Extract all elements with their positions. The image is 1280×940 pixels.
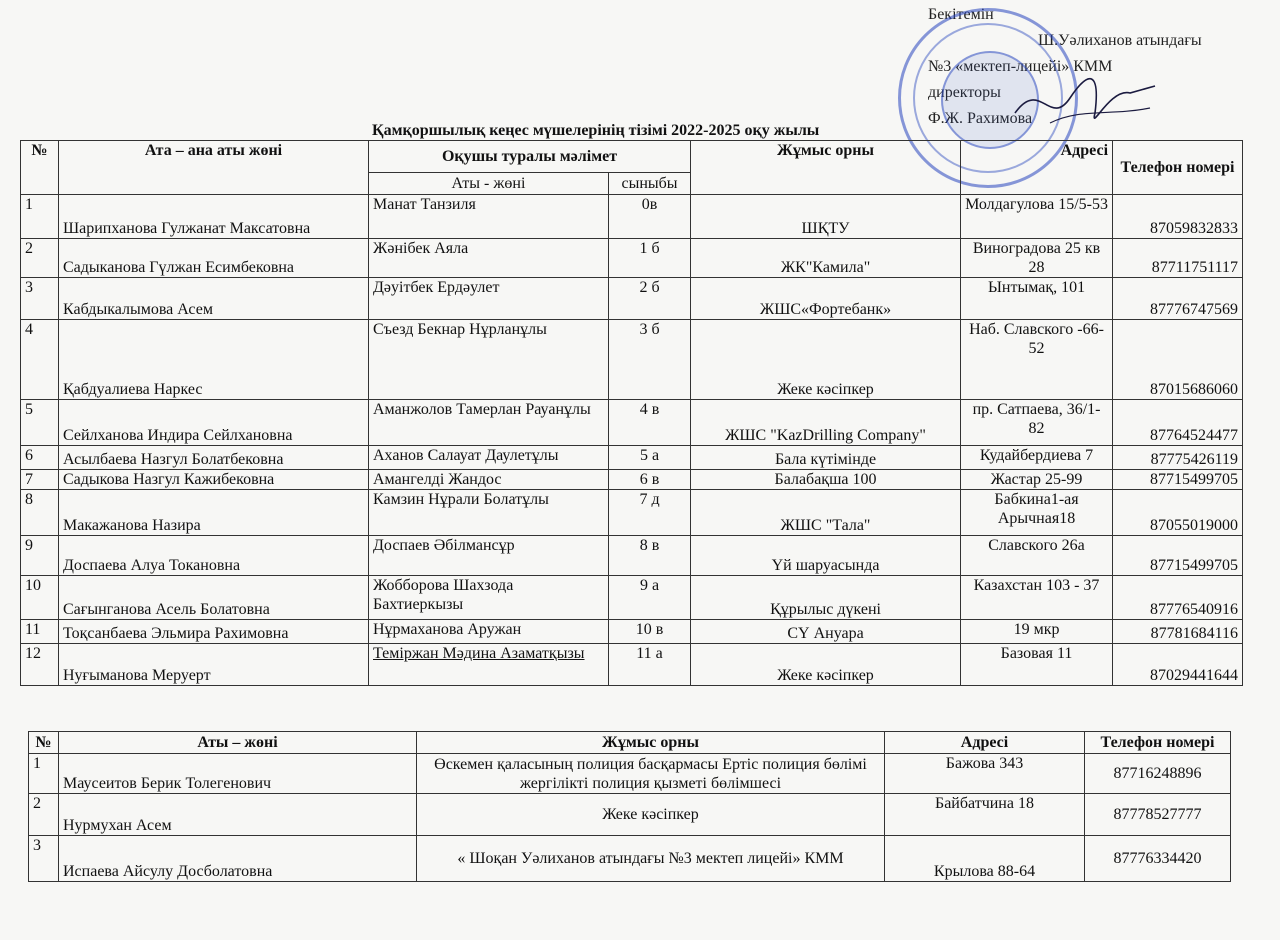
student-name: Доспаев Әбілмансұр [369,536,609,576]
table-row [21,620,1243,644]
student-name: Нұрмаханова Аружан [369,620,609,644]
student-name: Аманжолов Тамерлан Рауанұлы [369,400,609,446]
student-grade: 7 д [609,490,691,536]
row-number: 12 [21,644,59,686]
work-place: ЖШС«Фортебанк» [691,278,961,320]
phone-number: 87015686060 [1113,320,1243,400]
table-row [21,446,1243,470]
address: Бабкина1-ая Арычная18 [961,490,1113,536]
row-number: 6 [21,446,59,470]
row-number: 3 [29,836,59,882]
student-name: Жәнібек Аяла [369,239,609,278]
table-row [29,754,1231,794]
student-grade: 1 б [609,239,691,278]
student-name: Камзин Нұрали Болатұлы [369,490,609,536]
parent-name: Садыкова Назгул Кажибековна [59,470,369,490]
student-name: Дәуітбек Ердәулет [369,278,609,320]
approval-line: Ф.Ж. Рахимова [928,110,1033,127]
member-name: Маусеитов Берик Толегенович [59,754,417,794]
address: Ынтымақ, 101 [961,278,1113,320]
table-row [21,470,1243,490]
header-address: Адресі [885,732,1085,754]
phone-number: 87711751117 [1113,239,1243,278]
parent-name: Садыканова Гүлжан Есимбековна [59,239,369,278]
header-work: Жұмыс орны [691,141,961,195]
table-row [21,576,1243,620]
work-place: Үй шаруасында [691,536,961,576]
student-grade: 4 в [609,400,691,446]
student-name: Манат Танзиля [369,195,609,239]
header-no: № [21,141,59,195]
student-grade: 10 в [609,620,691,644]
approval-line: №3 «мектеп-лицейі» КММ [928,58,1113,75]
work-place: ЖШС "Тала" [691,490,961,536]
work-place: ШҚТУ [691,195,961,239]
row-number: 3 [21,278,59,320]
work-place: « Шоқан Уәлиханов атындағы №3 мектеп лицейі» КММ [417,836,885,882]
address: пр. Сатпаева, 36/1-82 [961,400,1113,446]
row-number: 4 [21,320,59,400]
student-grade: 11 а [609,644,691,686]
table-row [21,239,1243,278]
approval-line: директоры [928,84,1001,101]
row-number: 9 [21,536,59,576]
student-grade: 0в [609,195,691,239]
header-grade: сыныбы [609,173,691,195]
row-number: 7 [21,470,59,490]
work-place: СҮ Ануара [691,620,961,644]
phone-number: 87059832833 [1113,195,1243,239]
row-number: 2 [29,794,59,836]
phone-number: 87781684116 [1113,620,1243,644]
parents-table [20,140,1243,686]
phone-number: 87778527777 [1085,794,1231,836]
phone-number: 87776540916 [1113,576,1243,620]
work-place: Құрылыс дүкені [691,576,961,620]
parent-name: Асылбаева Назгул Болатбековна [59,446,369,470]
parent-name: Сағынганова Асель Болатовна [59,576,369,620]
parent-name: Сейлханова Индира Сейлхановна [59,400,369,446]
parent-name: Нуғыманова Меруерт [59,644,369,686]
parent-name: Тоқсанбаева Эльмира Рахимовна [59,620,369,644]
address: Жастар 25-99 [961,470,1113,490]
student-name: Жобборова Шахзода Бахтиеркызы [369,576,609,620]
student-grade: 8 в [609,536,691,576]
table-row [21,400,1243,446]
approval-line: Ш.Уәлиханов атындағы [1038,32,1202,49]
student-grade: 9 а [609,576,691,620]
approval-block [928,2,1268,132]
address: Кудайбердиева 7 [961,446,1113,470]
student-name: Аханов Салауат Даулетұлы [369,446,609,470]
phone-number: 87055019000 [1113,490,1243,536]
parent-name: Доспаева Алуа Токановна [59,536,369,576]
student-grade: 6 в [609,470,691,490]
address: Бажова 343 [885,754,1085,794]
phone-number: 87716248896 [1085,754,1231,794]
phone-number: 87776334420 [1085,836,1231,882]
members-table [28,731,1231,882]
student-name: Теміржан Мәдина Азаматқызы [369,644,609,686]
row-number: 5 [21,400,59,446]
student-grade: 2 б [609,278,691,320]
address: Казахстан 103 - 37 [961,576,1113,620]
student-grade: 5 а [609,446,691,470]
phone-number: 87715499705 [1113,470,1243,490]
row-number: 11 [21,620,59,644]
header-work: Жұмыс орны [417,732,885,754]
parent-name: Қабдуалиева Наркес [59,320,369,400]
row-number: 1 [29,754,59,794]
work-place: Жеке кәсіпкер [691,320,961,400]
table-row [21,644,1243,686]
table-row [29,794,1231,836]
row-number: 8 [21,490,59,536]
row-number: 2 [21,239,59,278]
work-place: Жеке кәсіпкер [417,794,885,836]
student-grade: 3 б [609,320,691,400]
header-no: № [29,732,59,754]
address: Байбатчина 18 [885,794,1085,836]
header-address: Адресі [961,141,1113,195]
approval-line: Бекітемін [928,6,994,23]
header-name: Аты – жөні [59,732,417,754]
address: Виноградова 25 кв 28 [961,239,1113,278]
table-row [21,278,1243,320]
student-name: Съезд Бекнар Нұрланұлы [369,320,609,400]
address: Славского 26а [961,536,1113,576]
address: Наб. Славского -66-52 [961,320,1113,400]
table-row [21,195,1243,239]
address: Базовая 11 [961,644,1113,686]
header-phone: Телефон номері [1113,141,1243,195]
table-row [21,490,1243,536]
phone-number: 87775426119 [1113,446,1243,470]
member-name: Испаева Айсулу Досболатовна [59,836,417,882]
parent-name: Кабдыкалымова Асем [59,278,369,320]
phone-number: 87715499705 [1113,536,1243,576]
work-place: Жеке кәсіпкер [691,644,961,686]
student-name: Амангелді Жандос [369,470,609,490]
header-parent: Ата – ана аты жөні [59,141,369,195]
phone-number: 87764524477 [1113,400,1243,446]
work-place: ЖШС "KazDrilling Company" [691,400,961,446]
address: Крылова 88-64 [885,836,1085,882]
header-phone: Телефон номері [1085,732,1231,754]
row-number: 1 [21,195,59,239]
document-title: Қамқоршылық кеңес мүшелерінің тізімі 2022-2025 оқу жылы [372,122,820,139]
address: 19 мкр [961,620,1113,644]
header-student-name: Аты - жөні [369,173,609,195]
table-row [21,536,1243,576]
work-place: ЖК"Камила" [691,239,961,278]
work-place: Өскемен қаласының полиция басқармасы Ертіс полиция бөлімі жергілікті полиция қызметі бөлімшесі [417,754,885,794]
member-name: Нурмухан Асем [59,794,417,836]
table-row [21,320,1243,400]
parent-name: Макажанова Назира [59,490,369,536]
phone-number: 87029441644 [1113,644,1243,686]
work-place: Балабақша 100 [691,470,961,490]
parent-name: Шарипханова Гулжанат Максатовна [59,195,369,239]
phone-number: 87776747569 [1113,278,1243,320]
work-place: Бала күтімінде [691,446,961,470]
table-row [29,836,1231,882]
row-number: 10 [21,576,59,620]
header-student-info: Оқушы туралы мәлімет [369,141,691,173]
address: Молдагулова 15/5-53 [961,195,1113,239]
